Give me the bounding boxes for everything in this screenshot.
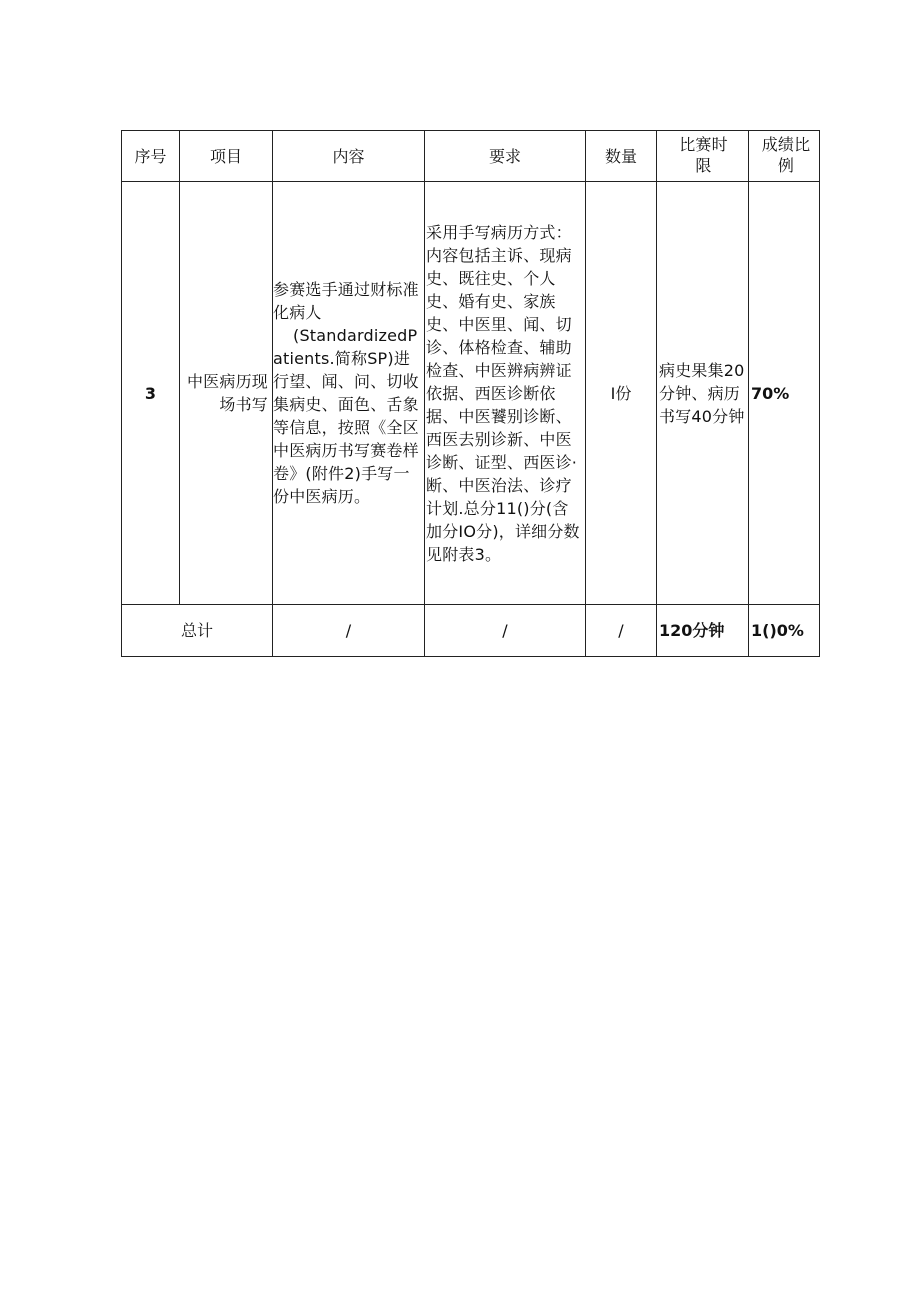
header-time-limit: 比赛时限: [679, 135, 728, 175]
header-content: 内容: [273, 131, 425, 182]
total-content: /: [273, 605, 425, 657]
row-time-limit: 病史果集20分钟、病历书写40分钟: [657, 182, 749, 605]
row-item: 中医病历现场书写: [180, 182, 273, 605]
row-requirement: 采用手写病历方式：内容包括主诉、现病史、既往史、个人史、婚有史、家族史、中医里、闻、切诊、体格检查、辅助检查、中医辨病辨证依据、西医诊断依据、中医饕别诊断、西医去别诊新、中医诊断、证型、西医诊·断、中医治法、诊疗计划.总分11()分(含加分IO分)，详细分数见附表3。: [425, 182, 586, 605]
header-quantity: 数量: [586, 131, 657, 182]
row-seq: 3: [122, 182, 180, 605]
header-time-limit-cell: [657, 131, 749, 182]
row-content-part1: 参赛选手通过财标准化病人: [273, 280, 419, 322]
row-content-part2: (StandardizedPatients.简称SP)进行望、闻、问、切收集病史、面色、舌象等信息，按照《全区中医病历书写赛卷样卷》(附件2)手写一份中医病历。: [273, 326, 419, 506]
competition-table: [121, 130, 820, 657]
total-row: [122, 605, 820, 657]
total-requirement: /: [425, 605, 586, 657]
row-content-cell: [273, 182, 425, 605]
table-row: [122, 182, 820, 605]
header-score-ratio-cell: [749, 131, 820, 182]
row-quantity: I份: [586, 182, 657, 605]
total-score-ratio: 1()0%: [749, 605, 820, 657]
row-score-ratio: 70%: [749, 182, 820, 605]
header-score-ratio: 成绩比例: [761, 135, 811, 175]
header-item: 项目: [180, 131, 273, 182]
header-requirement: 要求: [425, 131, 586, 182]
total-quantity: /: [586, 605, 657, 657]
total-label: 总计: [122, 605, 273, 657]
header-row: [122, 131, 820, 182]
total-time-limit: 120分钟: [657, 605, 749, 657]
header-seq: 序号: [122, 131, 180, 182]
